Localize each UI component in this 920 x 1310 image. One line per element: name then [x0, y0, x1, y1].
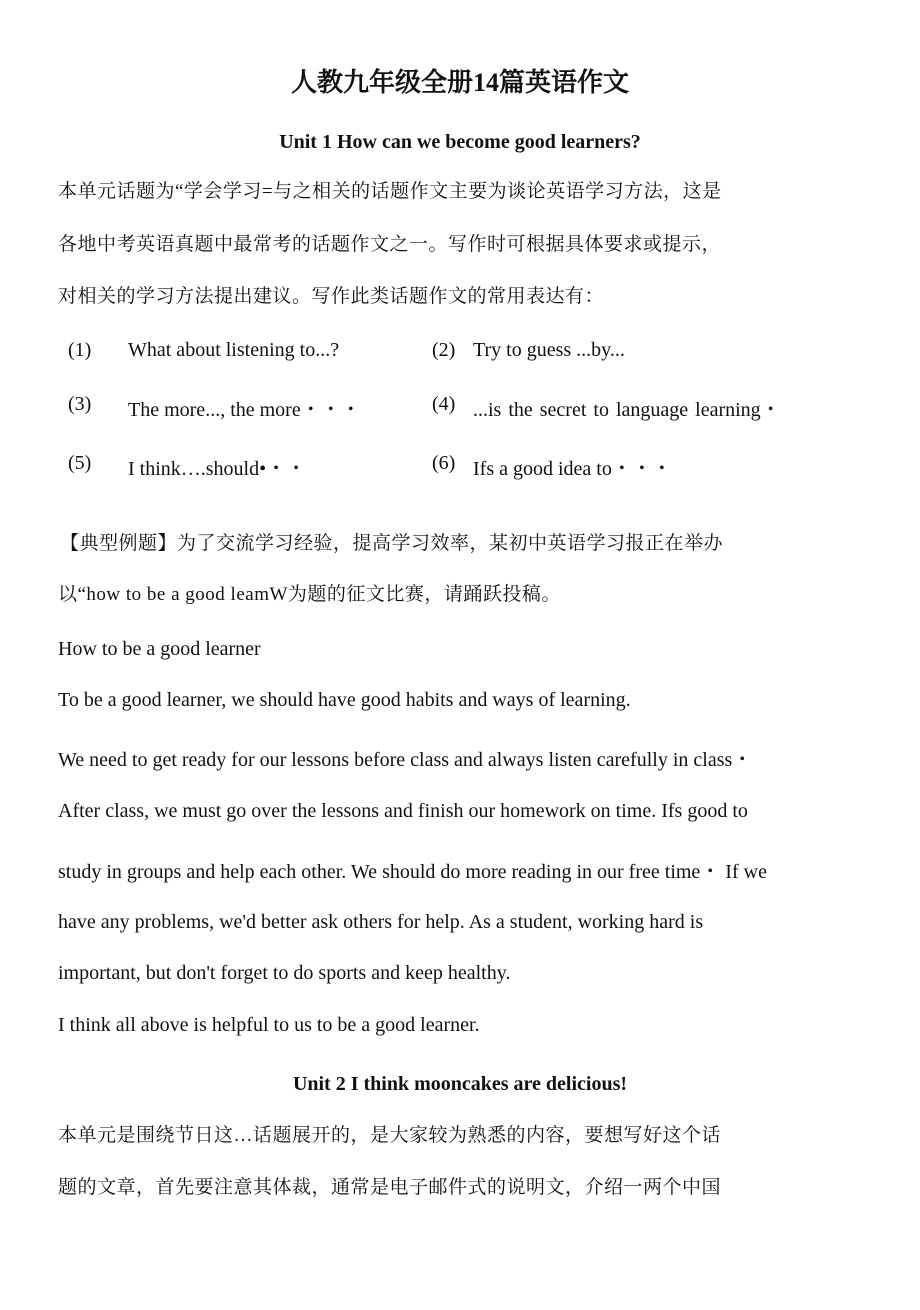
essay-line: important, but don't forget to do sports and keep healthy.: [58, 962, 511, 984]
unit1-intro-line: 本单元话题为“学会学习=与之相关的话题作文主要为谈论英语学习方法，这是: [58, 181, 722, 202]
essay-line: have any problems, we'd better ask others for help. As a student, working hard is: [58, 911, 704, 933]
essay-line: We need to get ready for our lessons before class and always listen carefully in class・: [58, 749, 753, 771]
expression-number: (4): [432, 393, 456, 415]
essay-line: After class, we must go over the lessons and finish our homework on time. Ifs good to: [58, 800, 748, 822]
expression-text: ...is the secret to language learning・: [473, 399, 781, 421]
unit2-intro-line: 题的文章，首先要注意其体裁，通常是电子邮件式的说明文，介绍一两个中国: [58, 1177, 722, 1198]
expression-number: (3): [68, 393, 92, 415]
expression-text: I think….should•・・: [128, 458, 307, 480]
unit2-heading: Unit 2 I think mooncakes are delicious!: [292, 1073, 628, 1095]
unit1-intro-line: 各地中考英语真题中最常考的话题作文之一。写作时可根据具体要求或提示，: [58, 234, 722, 255]
unit2-intro-line: 本单元是围绕节日这…话题展开的，是大家较为熟悉的内容，要想写好这个话: [58, 1125, 722, 1146]
expression-text: What about listening to...?: [128, 339, 340, 361]
expression-text: Try to guess ...by...: [473, 339, 625, 361]
example-prompt-line: 【典型例题】为了交流学习经验，提高学习效率，某初中英语学习报正在举办: [60, 533, 724, 554]
unit1-intro-line: 对相关的学习方法提出建议。写作此类话题作文的常用表达有：: [58, 286, 605, 307]
expression-number: (1): [68, 339, 92, 361]
expression-number: (6): [432, 452, 456, 474]
essay-line: study in groups and help each other. We should do more reading in our free time・ If we: [58, 861, 767, 883]
expression-text: The more..., the more・・・: [128, 399, 361, 421]
essay-line: To be a good learner, we should have good habits and ways of learning.: [58, 689, 631, 711]
expression-number: (2): [432, 339, 456, 361]
expression-text: Ifs a good idea to・・・: [473, 458, 672, 480]
essay-line: I think all above is helpful to us to be a good learner.: [58, 1014, 480, 1036]
unit1-heading: Unit 1 How can we become good learners?: [279, 131, 641, 153]
essay-title: How to be a good learner: [58, 638, 261, 660]
document-title: 人教九年级全册14篇英语作文: [290, 68, 629, 97]
example-prompt-line: 以“how to be a good leamW为题的征文比赛，请踊跃投稿。: [58, 584, 561, 605]
expression-number: (5): [68, 452, 92, 474]
